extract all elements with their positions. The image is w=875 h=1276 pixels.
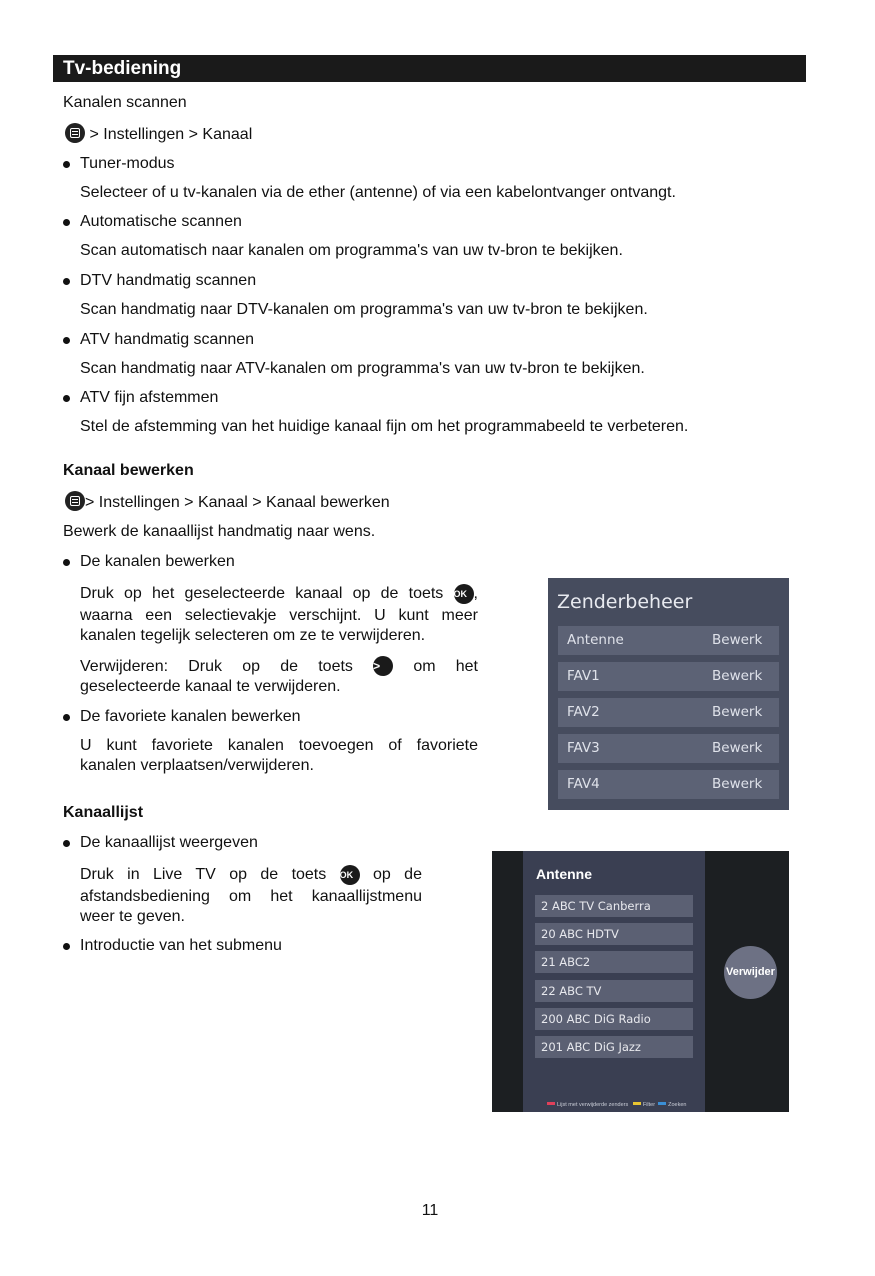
zenderbeheer-title: Zenderbeheer (557, 591, 693, 613)
channel-item[interactable]: 20 ABC HDTV (535, 923, 693, 945)
channel-list-sidebar (523, 851, 705, 1112)
ok-key-icon: OK (454, 584, 474, 604)
row-name: Antenne (567, 632, 624, 648)
edit-p2-line1 (80, 656, 478, 677)
channel-item[interactable]: 2 ABC TV Canberra (535, 895, 693, 917)
scan-item-label: ATV fijn afstemmen (80, 389, 219, 406)
edit-bullet-channels: De kanalen bewerken (80, 553, 235, 570)
channel-item[interactable]: 201 ABC DiG Jazz (535, 1036, 693, 1058)
edit-path (65, 491, 390, 513)
scan-item-label: DTV handmatig scannen (80, 272, 257, 289)
channel-item[interactable]: 21 ABC2 (535, 951, 693, 973)
scan-item-label: Automatische scannen (80, 213, 242, 230)
edit-path-text: > Instellingen > Kanaal > Kanaal bewerken (85, 494, 390, 511)
menu-icon (65, 123, 85, 143)
edit-intro: Bewerk de kanaallijst handmatig naar wens. (63, 523, 376, 540)
channel-item[interactable]: 200 ABC DiG Radio (535, 1008, 693, 1030)
scan-item-desc: Scan handmatig naar ATV-kanalen om programma's van uw tv-bron te bekijken. (80, 360, 645, 377)
list-p1-text-a: Druk in Live TV op de toets (80, 866, 327, 883)
menu-icon (65, 491, 85, 511)
edit-p1-text: Druk op het geselecteerde kanaal op de toets (80, 585, 444, 602)
list-p1-line1 (80, 865, 422, 885)
legend-label: Zoeken (668, 1102, 687, 1108)
edit-bullet-favorites: De favoriete kanalen bewerken (80, 708, 301, 725)
channel-item[interactable]: 22 ABC TV (535, 980, 693, 1002)
zenderbeheer-row[interactable] (558, 698, 779, 727)
list-p1-text-b: op de (373, 866, 422, 883)
blue-key-icon (658, 1102, 666, 1105)
row-action[interactable]: Bewerk (712, 776, 763, 792)
zenderbeheer-panel (548, 578, 789, 810)
row-action[interactable]: Bewerk (712, 632, 763, 648)
scan-item-desc: Selecteer of u tv-kanalen via de ether (antenne) of via een kabelontvanger ontvangt. (80, 184, 676, 201)
scan-item-desc: Scan automatisch naar kanalen om programma's van uw tv-bron te bekijken. (80, 242, 623, 259)
edit-p1-comma: , (473, 585, 478, 602)
scan-item-desc: Stel de afstemming van het huidige kanaal fijn om het programmabeeld te verbeteren. (80, 418, 689, 435)
edit-p3-line1: U kunt favoriete kanalen toevoegen of favoriete (80, 737, 478, 754)
edit-p2-line2: geselecteerde kanaal te verwijderen. (80, 678, 341, 695)
edit-p1-line2: waarna een selectievakje verschijnt. U kunt meer (80, 607, 478, 624)
scan-item-label: ATV handmatig scannen (80, 331, 255, 348)
channel-list-panel (492, 851, 789, 1112)
list-p1-line2: afstandsbediening om het kanaallijstmenu (80, 888, 422, 905)
edit-p1-line3: kanalen tegelijk selecteren om ze te verwijderen. (80, 627, 426, 644)
row-action[interactable]: Bewerk (712, 704, 763, 720)
list-bullet-submenu: Introductie van het submenu (80, 937, 282, 954)
color-key-legend (547, 1102, 686, 1108)
edit-p2-text-b: om het (413, 658, 478, 675)
row-name: FAV4 (567, 776, 600, 792)
legend-label: Lijst met verwijderde zenders (557, 1102, 629, 1108)
edit-p1-line1 (80, 584, 478, 604)
list-p1-line3: weer te geven. (80, 908, 185, 925)
row-name: FAV3 (567, 740, 600, 756)
scan-path-text: > Instellingen > Kanaal (89, 126, 253, 143)
row-action[interactable]: Bewerk (712, 668, 763, 684)
edit-heading: Kanaal bewerken (63, 462, 194, 479)
zenderbeheer-row[interactable] (558, 770, 779, 799)
edit-p3-line2: kanalen verplaatsen/verwijderen. (80, 757, 314, 774)
list-bullet-show: De kanaallijst weergeven (80, 834, 258, 851)
scan-item-label: Tuner-modus (80, 155, 175, 172)
scan-path (65, 123, 252, 145)
right-key-icon: > (373, 656, 393, 676)
delete-button[interactable]: Verwijder (724, 946, 777, 999)
scan-item-desc: Scan handmatig naar DTV-kanalen om programma's van uw tv-bron te bekijken. (80, 301, 648, 318)
page-number: 11 (421, 1202, 439, 1219)
list-heading: Kanaallijst (63, 804, 144, 821)
row-name: FAV1 (567, 668, 600, 684)
zenderbeheer-row[interactable] (558, 734, 779, 763)
ok-key-icon: OK (340, 865, 360, 885)
row-action[interactable]: Bewerk (712, 740, 763, 756)
page-title: Tv-bediening (53, 55, 806, 82)
zenderbeheer-row[interactable] (558, 626, 779, 655)
channel-list-title: Antenne (536, 866, 592, 882)
red-key-icon (547, 1102, 555, 1105)
edit-p2-text-a: Verwijderen: Druk op de toets (80, 658, 353, 675)
row-name: FAV2 (567, 704, 600, 720)
yellow-key-icon (633, 1102, 641, 1105)
zenderbeheer-row[interactable] (558, 662, 779, 691)
scan-heading: Kanalen scannen (63, 94, 187, 111)
legend-label: Filter (642, 1102, 656, 1108)
